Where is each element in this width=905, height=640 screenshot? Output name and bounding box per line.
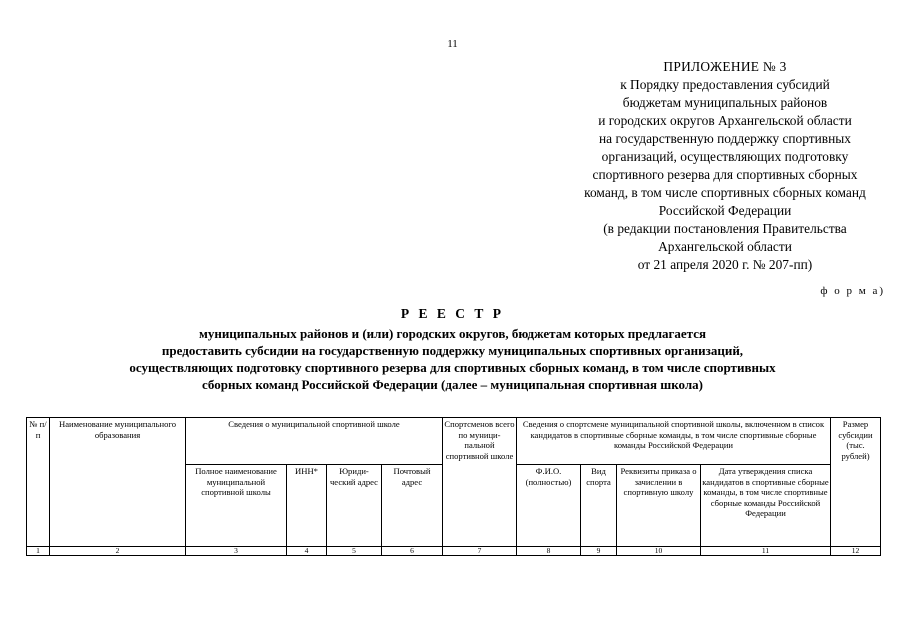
header-full-name: Полное наименование муниципальной спортивной школы [186,465,287,547]
appendix-header [540,58,905,274]
register-subtitle [40,325,865,393]
header-inn: ИНН* [287,465,327,547]
appendix-title: ПРИЛОЖЕНИЕ № 3 [663,59,787,74]
column-number: 10 [617,547,701,556]
register-title: Р Е Е С Т Р [400,306,505,321]
appendix-line: на государственную поддержку спортивных [599,131,851,146]
header-num: № п/п [27,418,50,547]
column-number: 11 [701,547,831,556]
register-subtitle-line: муниципальных районов и (или) городских округов, бюджетам которых предлагается [198,326,707,341]
column-number: 3 [186,547,287,556]
register-subtitle-line: сборных команд Российской Федерации (далее – муниципальная спортивная школа) [201,377,703,392]
appendix-line: Российской Федерации [658,203,792,218]
header-municipality: Наименование муниципального образования [50,418,186,547]
header-row-1 [27,418,881,465]
form-label: ф о р м а) [820,285,885,297]
header-postal-address: Почтовый адрес [382,465,443,547]
appendix-line: спортивного резерва для спортивных сборных [592,167,858,182]
column-number: 8 [517,547,581,556]
register-subtitle-line: осуществляющих подготовку спортивного резерва для спортивных сборных команд, в том числе спортивных [129,360,776,375]
appendix-line: бюджетам муниципальных районов [622,95,828,110]
appendix-line: организаций, осуществляющих подготовку [601,149,849,164]
header-legal-address: Юриди- ческий адрес [327,465,382,547]
appendix-line: Архангельской области [658,239,792,254]
appendix-line: (в редакции постановления Правительства [603,221,847,236]
header-fio: Ф.И.О. (полностью) [517,465,581,547]
header-sport: Вид спорта [581,465,617,547]
column-number: 7 [443,547,517,556]
appendix-line: от 21 апреля 2020 г. № 207-пп) [637,257,813,272]
register-subtitle-line: предоставить субсидии на государственную поддержку муниципальных спортивных организаций, [161,343,744,358]
header-subsidy: Размер субсидии (тыс. рублей) [831,418,881,547]
column-number: 5 [327,547,382,556]
header-athletes-total: Спортсменов всего по муници- пальной спортивной школе [443,418,517,547]
column-number: 12 [831,547,881,556]
column-number: 4 [287,547,327,556]
header-school-info: Сведения о муниципальной спортивной школе [186,418,443,465]
column-number: 2 [50,547,186,556]
header-order: Реквизиты приказа о зачислении в спортивную школу [617,465,701,547]
column-number: 9 [581,547,617,556]
appendix-line: к Порядку предоставления субсидий [620,77,830,92]
header-athlete-info: Сведения о спортсмене муниципальной спортивной школы, включенном в список кандидатов в спортивные сборные команды, в том числе спортивные сборные команды Российской Федерации [517,418,831,465]
appendix-line: и городских округов Архангельской области [598,113,852,128]
page-number: 11 [447,38,458,50]
column-number: 6 [382,547,443,556]
appendix-line: команд, в том числе спортивных сборных команд [584,185,866,200]
column-numbers-row [27,547,881,556]
header-date: Дата утверждения списка кандидатов в спортивные сборные команды, в том числе спортивные сборные команды Российской Федерации [701,465,831,547]
column-number: 1 [27,547,50,556]
register-table [26,417,881,556]
